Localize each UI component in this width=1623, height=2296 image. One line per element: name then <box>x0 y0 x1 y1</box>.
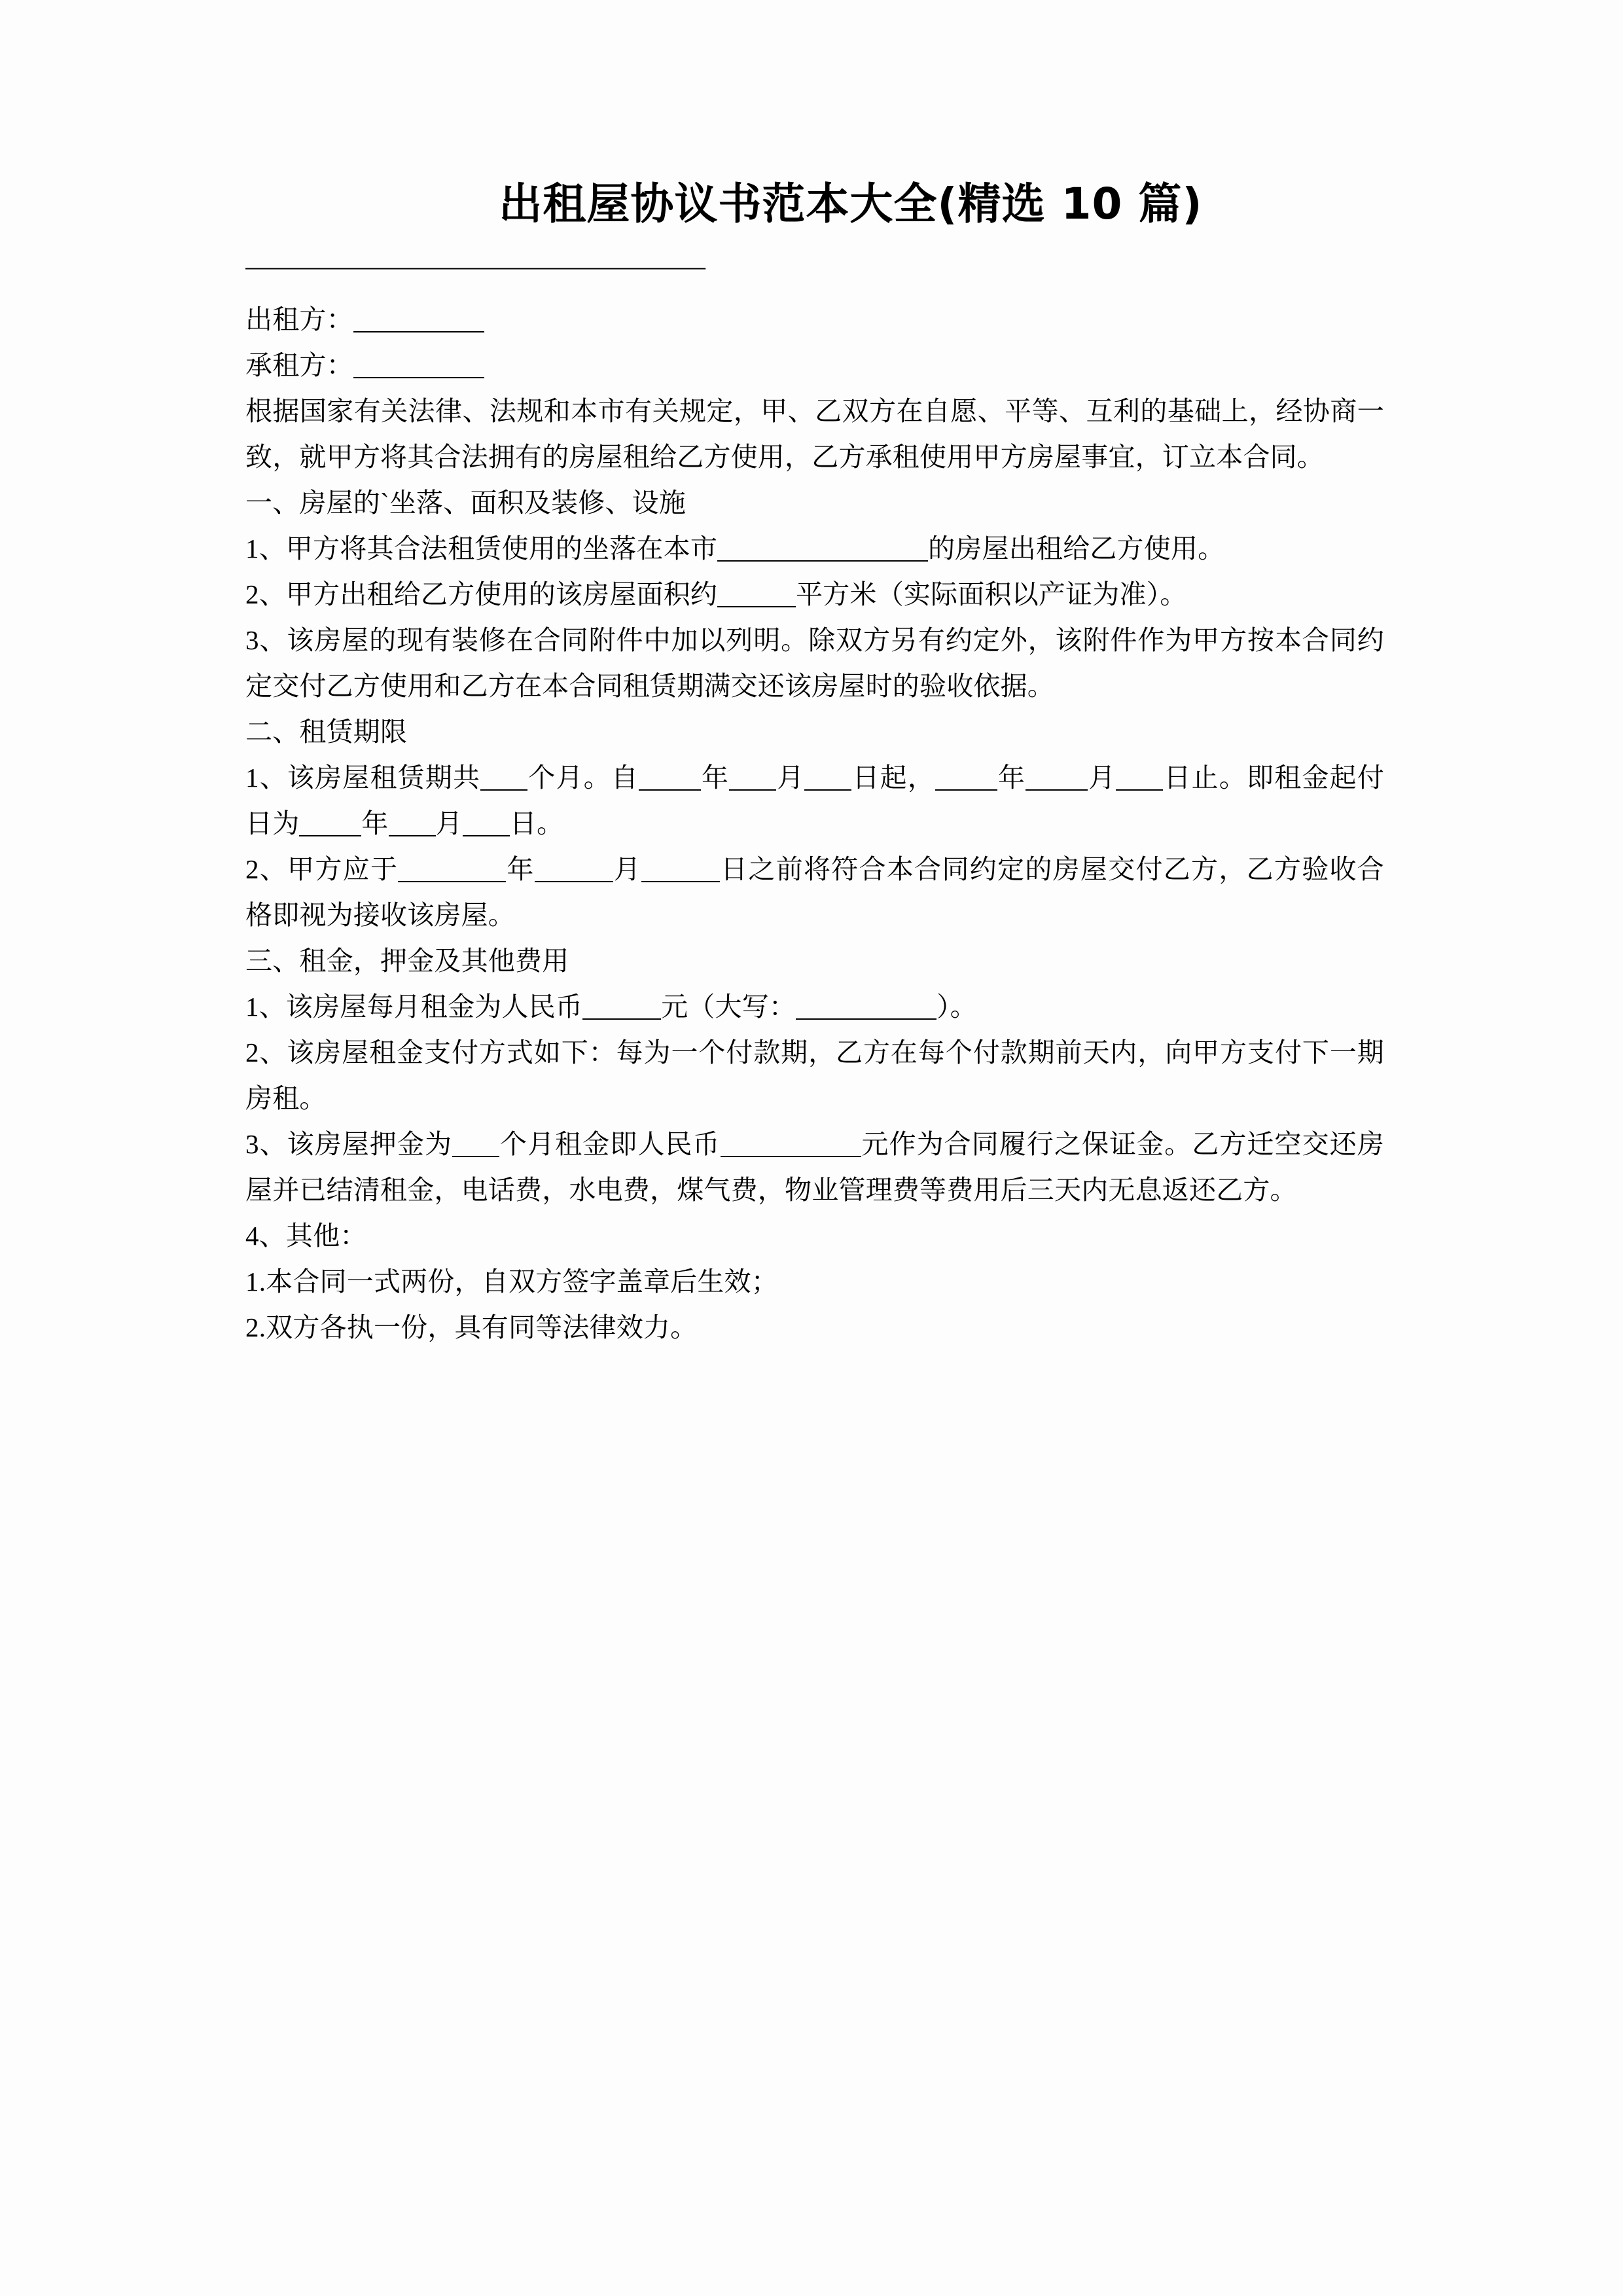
monthly-rent-prefix: 1、该房屋每月租金为人民币 <box>245 991 583 1022</box>
rent-start-year-unit: 年 <box>361 808 389 838</box>
rent-start-year-blank[interactable] <box>299 835 361 836</box>
section1-item2-mid: 平方米（实际面积以产证为准）。 <box>796 579 1187 609</box>
end-month-blank[interactable] <box>1026 789 1088 791</box>
monthly-rent-words-blank[interactable] <box>796 1018 936 1020</box>
handover-year-unit: 年 <box>506 853 535 884</box>
lessor-blank[interactable] <box>353 331 484 332</box>
section3-item4: 4、其他： <box>245 1220 367 1251</box>
section-heading-2: 二、租赁期限 <box>245 716 408 747</box>
handover-year-blank[interactable] <box>398 881 506 882</box>
start-month-unit: 月 <box>776 762 805 793</box>
monthly-rent-suffix: ）。 <box>936 991 978 1022</box>
lease-months-blank[interactable] <box>480 789 527 791</box>
section1-item1 <box>245 526 1384 571</box>
section1-item2 <box>245 571 1384 617</box>
handover-prefix: 2、甲方应于 <box>245 853 399 884</box>
handover-day-blank[interactable] <box>641 881 720 882</box>
lessor-line <box>245 296 1384 342</box>
deposit-suffix: 元作为合同履行之保证金。乙方迁空交还房屋并已结清租金，电话费，水电费，煤气费，物业管理费等费用后三天内无息返还乙方。 <box>245 1128 1384 1205</box>
monthly-rent-blank[interactable] <box>582 1018 661 1020</box>
monthly-rent-mid: 元（大写： <box>661 991 796 1022</box>
handover-suffix: 日之前将符合本合同约定的房屋交付乙方，乙方验收合格即视为接收该房屋。 <box>245 853 1385 930</box>
section2-item1 <box>245 755 1384 846</box>
lessee-label: 承租方： <box>245 350 353 380</box>
title-divider: —————————————————— <box>245 253 705 279</box>
end-year-unit: 年 <box>997 762 1026 793</box>
handover-month-blank[interactable] <box>535 881 613 882</box>
page-title: 出租屋协议书范本大全(精选 10 篇) <box>499 179 1203 229</box>
section1-item3: 3、该房屋的现有装修在合同附件中加以列明。除双方另有约定外，该附件作为甲方按本合同约定交付乙方使用和乙方在本合同租赁期满交还该房屋时的验收依据。 <box>245 624 1384 701</box>
closing-item-2: 2.双方各执一份，具有同等法律效力。 <box>245 1312 698 1342</box>
rent-start-day-unit: 日。 <box>509 808 564 838</box>
start-month-blank[interactable] <box>729 789 776 791</box>
rent-start-label: 日止。即租金起付日为 <box>245 762 1385 838</box>
section3-item2: 2、该房屋租金支付方式如下：每为一个付款期，乙方在每个付款期前天内，向甲方支付下一期房租。 <box>245 1037 1384 1113</box>
lessee-blank[interactable] <box>353 377 484 378</box>
section1-item1-prefix: 1、甲方将其合法租赁使用的坐落在本市 <box>245 533 718 564</box>
section1-item1-mid: 的房屋出租给乙方使用。 <box>928 533 1225 564</box>
deposit-months-blank[interactable] <box>452 1156 499 1157</box>
lease-start-label: 个月。自 <box>527 762 639 793</box>
closing-item-1: 1.本合同一式两份，自双方签字盖章后生效； <box>245 1266 778 1297</box>
document-content <box>245 178 1384 1350</box>
document-body <box>245 296 1384 1350</box>
start-year-unit: 年 <box>701 762 730 793</box>
section-heading-3: 三、租金，押金及其他费用 <box>245 945 569 976</box>
area-blank[interactable] <box>717 606 796 607</box>
handover-month-unit: 月 <box>613 853 642 884</box>
start-year-blank[interactable] <box>639 789 701 791</box>
end-day-blank[interactable] <box>1116 789 1163 791</box>
section2-item2 <box>245 846 1384 938</box>
section1-item2-prefix: 2、甲方出租给乙方使用的该房屋面积约 <box>245 579 718 609</box>
address-blank[interactable] <box>717 560 928 562</box>
deposit-mid: 个月租金即人民币 <box>499 1128 721 1159</box>
rent-start-day-blank[interactable] <box>463 835 510 836</box>
preamble-paragraph: 根据国家有关法律、法规和本市有关规定，甲、乙双方在自愿、平等、互利的基础上，经协商一致，就甲方将其合法拥有的房屋租给乙方使用，乙方承租使用甲方房屋事宜，订立本合同。 <box>245 395 1384 472</box>
rent-start-month-unit: 月 <box>435 808 463 838</box>
lease-months-prefix: 1、该房屋租赁期共 <box>245 762 481 793</box>
rent-start-month-blank[interactable] <box>389 835 436 836</box>
start-day-unit: 日起， <box>851 762 936 793</box>
deposit-prefix: 3、该房屋押金为 <box>245 1128 453 1159</box>
end-month-unit: 月 <box>1088 762 1116 793</box>
start-day-blank[interactable] <box>804 789 851 791</box>
section3-item1 <box>245 984 1384 1030</box>
deposit-amount-blank[interactable] <box>721 1156 861 1157</box>
section3-item3 <box>245 1121 1384 1213</box>
lessee-line <box>245 342 1384 388</box>
lessor-label: 出租方： <box>245 304 353 334</box>
section-heading-1: 一、房屋的`坐落、面积及装修、设施 <box>245 487 687 518</box>
end-year-blank[interactable] <box>935 789 997 791</box>
